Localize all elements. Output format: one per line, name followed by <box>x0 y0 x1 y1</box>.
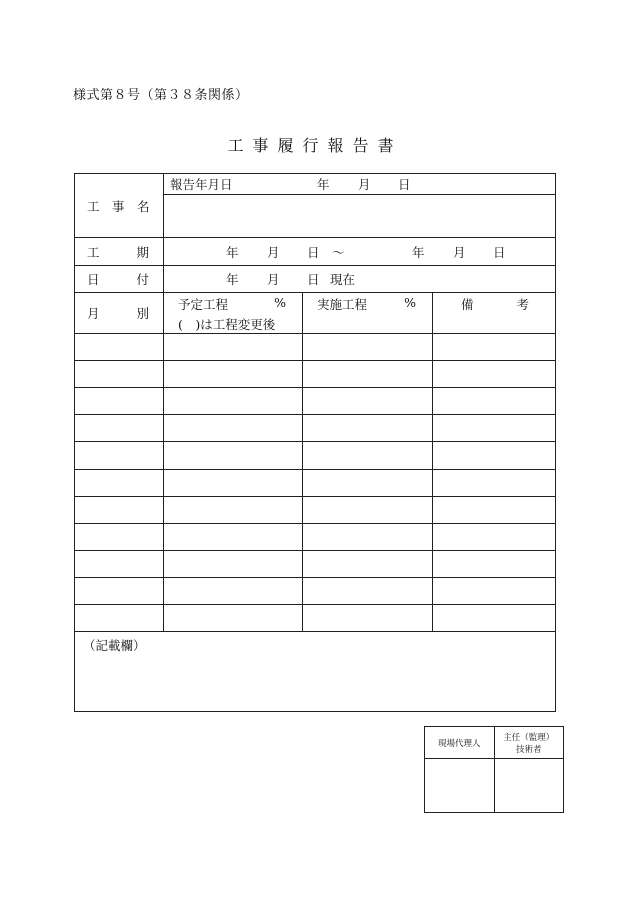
table-row <box>75 496 556 523</box>
remarks-section-label: （記載欄） <box>83 637 146 653</box>
koki-year2: 年 <box>412 244 425 260</box>
planned-cell[interactable] <box>164 469 303 496</box>
hizuke-label-cell <box>75 266 164 293</box>
table-row <box>75 550 556 577</box>
month-cell[interactable] <box>75 604 164 631</box>
remarks-cell[interactable] <box>433 442 556 469</box>
remarks-section[interactable] <box>75 631 556 711</box>
hizuke-label-right: 付 <box>136 272 149 288</box>
koki-year: 年 <box>226 244 239 260</box>
koki-row <box>75 238 556 266</box>
actual-cell[interactable] <box>303 388 433 415</box>
hizuke-year: 年 <box>226 272 239 288</box>
report-date-label: 報告年月日 <box>170 177 233 193</box>
planned-note: ( )は工程変更後 <box>178 317 276 333</box>
month-label-left: 月 <box>87 306 100 322</box>
month-cell[interactable] <box>75 361 164 388</box>
remarks-cell[interactable] <box>433 415 556 442</box>
actual-cell[interactable] <box>303 604 433 631</box>
remarks-cell[interactable] <box>433 577 556 604</box>
month-cell[interactable] <box>75 415 164 442</box>
form-number: 様式第８号（第３８条関係） <box>73 88 249 103</box>
report-month: 月 <box>358 177 371 193</box>
table-row <box>75 604 556 631</box>
hizuke-label-left: 日 <box>87 272 100 288</box>
stamp-chief-engineer-line1: 主任（監理） <box>503 732 555 743</box>
table-row <box>75 415 556 442</box>
actual-label: 実施工程 <box>317 297 368 313</box>
planned-cell[interactable] <box>164 334 303 361</box>
actual-cell[interactable] <box>303 415 433 442</box>
hizuke-day: 日 <box>307 272 320 288</box>
koki-day2: 日 <box>493 244 506 260</box>
stamp-chief-engineer-seal[interactable] <box>494 759 564 813</box>
actual-cell[interactable] <box>303 334 433 361</box>
stamp-site-agent-label: 現場代理人 <box>437 738 481 749</box>
planned-cell[interactable] <box>164 523 303 550</box>
remarks-cell[interactable] <box>433 496 556 523</box>
table-row <box>75 577 556 604</box>
actual-cell[interactable] <box>303 550 433 577</box>
actual-cell[interactable] <box>303 442 433 469</box>
table-row <box>75 388 556 415</box>
hizuke-current: 現在 <box>330 272 356 288</box>
hizuke-row <box>75 266 556 293</box>
report-date-row <box>75 174 556 195</box>
report-date-cell[interactable] <box>164 174 556 195</box>
koki-month2: 月 <box>453 244 466 260</box>
actual-header <box>303 293 433 334</box>
koki-tilde: ～ <box>332 244 345 260</box>
actual-cell[interactable] <box>303 469 433 496</box>
actual-cell[interactable] <box>303 361 433 388</box>
report-year: 年 <box>317 177 330 193</box>
actual-percent: % <box>404 295 416 311</box>
month-cell[interactable] <box>75 442 164 469</box>
koki-label-right: 期 <box>136 244 149 260</box>
report-day: 日 <box>398 177 411 193</box>
remarks-cell[interactable] <box>433 550 556 577</box>
remarks-label-right: 考 <box>516 297 530 313</box>
stamp-chief-engineer-line2: 技術者 <box>515 744 542 755</box>
month-cell[interactable] <box>75 388 164 415</box>
month-cell[interactable] <box>75 469 164 496</box>
planned-cell[interactable] <box>164 415 303 442</box>
remarks-cell[interactable] <box>433 388 556 415</box>
remarks-cell[interactable] <box>433 361 556 388</box>
planned-cell[interactable] <box>164 550 303 577</box>
planned-percent: % <box>274 295 286 311</box>
planned-label: 予定工程 <box>178 297 229 313</box>
koki-day: 日 <box>307 244 320 260</box>
stamp-box <box>424 726 564 813</box>
stamp-header-site-agent <box>425 727 495 759</box>
remarks-cell[interactable] <box>433 523 556 550</box>
actual-cell[interactable] <box>303 496 433 523</box>
report-table <box>74 173 556 712</box>
month-cell[interactable] <box>75 550 164 577</box>
stamp-header-chief-engineer <box>494 727 564 759</box>
month-cell[interactable] <box>75 523 164 550</box>
month-cell[interactable] <box>75 334 164 361</box>
actual-cell[interactable] <box>303 523 433 550</box>
remarks-cell[interactable] <box>433 469 556 496</box>
koki-label-cell <box>75 238 164 266</box>
actual-cell[interactable] <box>303 577 433 604</box>
planned-cell[interactable] <box>164 361 303 388</box>
remarks-section-row <box>75 631 556 711</box>
table-row <box>75 442 556 469</box>
koki-month: 月 <box>267 244 280 260</box>
month-label-cell <box>75 293 164 334</box>
planned-cell[interactable] <box>164 442 303 469</box>
planned-cell[interactable] <box>164 496 303 523</box>
page-title: 工事履行報告書 <box>227 136 403 155</box>
column-header-row <box>75 293 556 334</box>
remarks-label-left: 備 <box>461 297 474 313</box>
planned-header <box>164 293 303 334</box>
remarks-cell[interactable] <box>433 604 556 631</box>
koji-mei-label: 工 事 名 <box>75 174 164 238</box>
table-row <box>75 334 556 361</box>
planned-cell[interactable] <box>164 604 303 631</box>
koki-label-left: 工 <box>87 244 100 260</box>
table-row <box>75 469 556 496</box>
koji-mei-field[interactable] <box>164 195 556 238</box>
month-cell[interactable] <box>75 496 164 523</box>
koki-field[interactable] <box>164 238 556 266</box>
planned-cell[interactable] <box>164 388 303 415</box>
hizuke-month: 月 <box>267 272 280 288</box>
stamp-site-agent-seal[interactable] <box>425 759 495 813</box>
planned-cell[interactable] <box>164 577 303 604</box>
month-label-right: 別 <box>136 306 149 322</box>
table-row <box>75 361 556 388</box>
table-row <box>75 523 556 550</box>
remarks-cell[interactable] <box>433 334 556 361</box>
hizuke-field[interactable] <box>164 266 556 293</box>
month-cell[interactable] <box>75 577 164 604</box>
remarks-header <box>433 293 556 334</box>
